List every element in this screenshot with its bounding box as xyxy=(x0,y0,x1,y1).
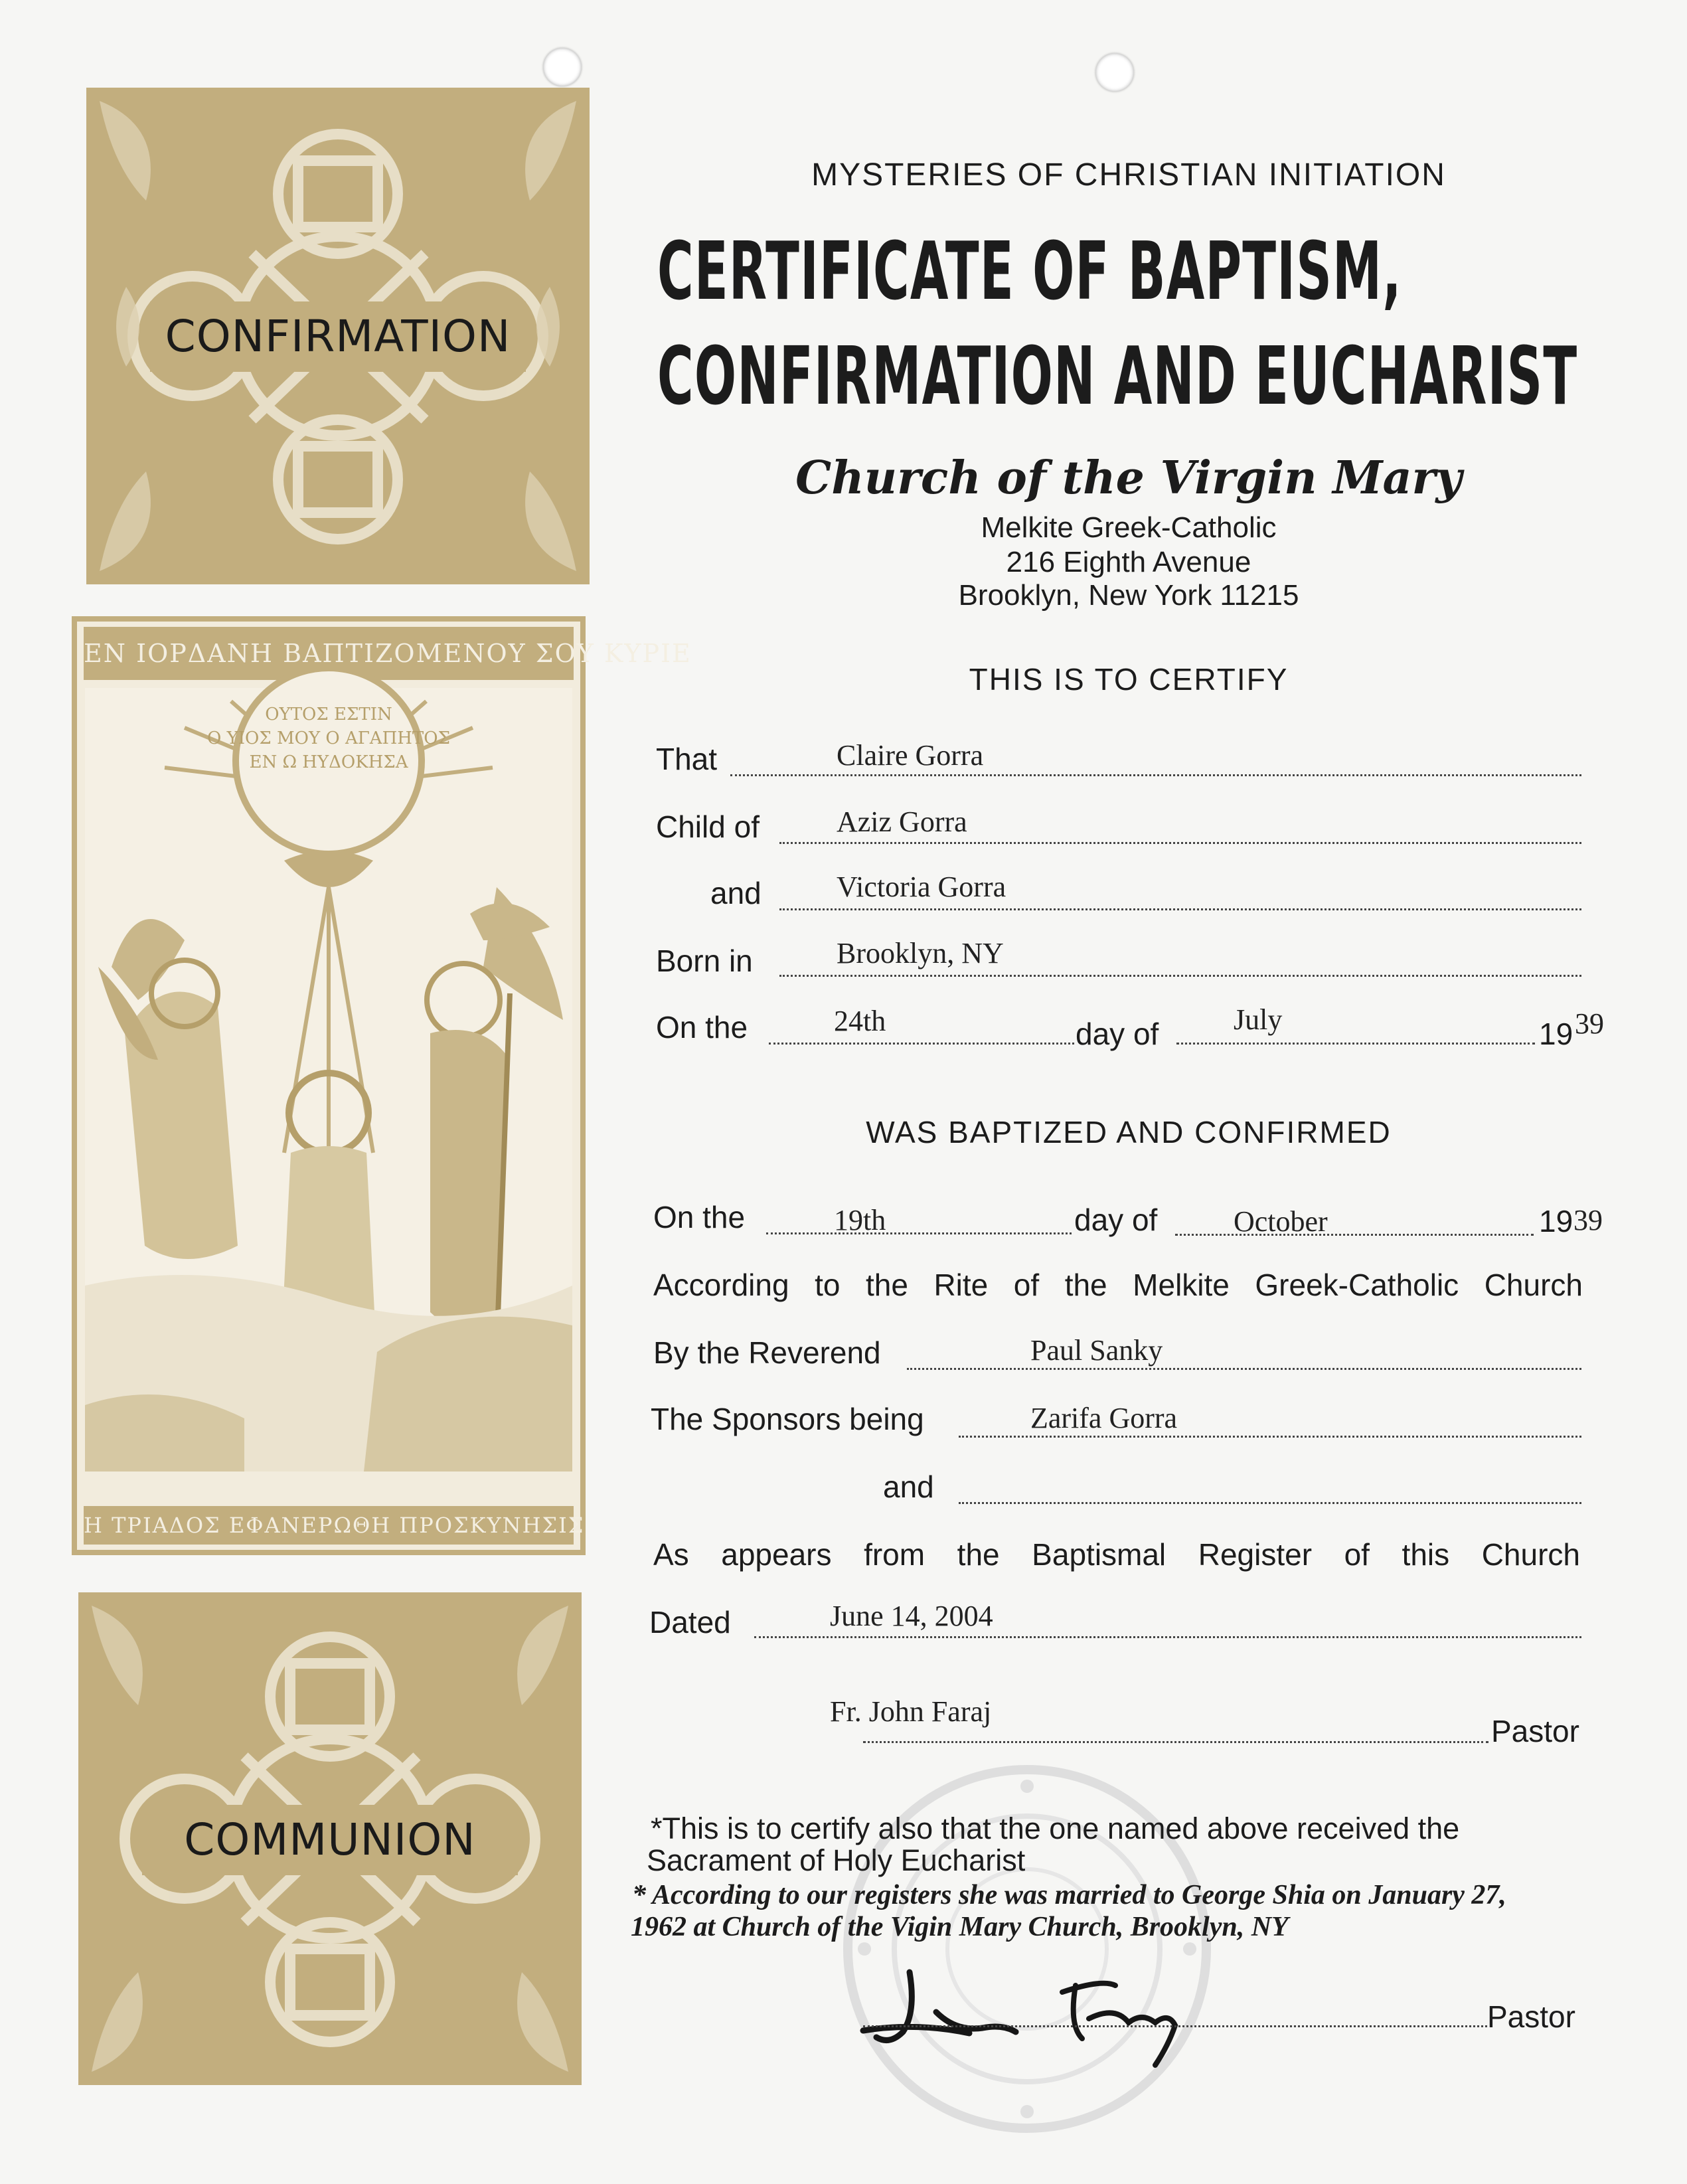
pastor-signature xyxy=(863,1959,1208,2072)
birth-day-line xyxy=(769,1043,1074,1045)
father-line xyxy=(779,842,1581,844)
register-line: As appears from the Baptismal Register of this Church xyxy=(653,1537,1580,1572)
circle-inscription-2: Ο ΥΙΟΣ ΜΟΥ Ο ΑΓΑΠΗΤΟΣ xyxy=(207,728,450,748)
city-address: Brooklyn, New York 11215 xyxy=(958,579,1299,612)
born-in-label: Born in xyxy=(656,944,753,978)
eucharist-line-2: Sacrament of Holy Eucharist xyxy=(647,1843,1026,1877)
title-line-2: CONFIRMATION AND EUCHARIST xyxy=(657,331,1578,423)
pastor-name-value: Fr. John Faraj xyxy=(830,1695,992,1728)
born-in-value: Brooklyn, NY xyxy=(837,937,1004,969)
dated-label: Dated xyxy=(649,1605,731,1639)
mother-value: Victoria Gorra xyxy=(837,871,1006,903)
that-value: Claire Gorra xyxy=(837,739,984,772)
signature-line xyxy=(863,2025,1487,2027)
pastor-line xyxy=(863,1741,1488,1743)
punch-hole-right xyxy=(1095,53,1134,92)
reverend-label: By the Reverend xyxy=(653,1335,881,1370)
signature-pastor-label: Pastor xyxy=(1487,1999,1575,2034)
baptism-month-value: October xyxy=(1234,1205,1328,1238)
street-address: 216 Eighth Avenue xyxy=(1006,546,1251,578)
birth-month-line xyxy=(1176,1043,1535,1045)
birth-day-of-label: day of xyxy=(1076,1017,1159,1051)
baptism-year-prefix: 19 xyxy=(1539,1204,1573,1238)
birth-day-value: 24th xyxy=(834,1005,886,1037)
child-of-label: Child of xyxy=(656,809,760,844)
reverend-value: Paul Sanky xyxy=(1030,1334,1163,1367)
certify-heading: THIS IS TO CERTIFY xyxy=(969,662,1289,697)
sponsor2-line xyxy=(959,1502,1581,1504)
marriage-note-line-1: * According to our registers she was married to George Shia on January 27, xyxy=(632,1880,1506,1910)
marriage-note-line-2: 1962 at Church of the Vigin Mary Church, Brooklyn, NY xyxy=(631,1912,1289,1942)
eucharist-line-1: *This is to certify also that the one named above received the xyxy=(651,1811,1460,1845)
mother-and-label: and xyxy=(710,876,762,910)
rite-name: Melkite Greek-Catholic xyxy=(981,511,1277,544)
sponsor-and-label: and xyxy=(883,1470,934,1504)
pastor-label: Pastor xyxy=(1491,1714,1579,1748)
that-label: That xyxy=(656,742,718,776)
baptism-day-value: 19th xyxy=(834,1204,886,1236)
bottom-inscription: Η ΤΡΙΑΔΟΣ ΕΦΑΝΕΡΩΘΗ ΠΡΟΣΚΥΝΗΣΙΣ xyxy=(84,1513,585,1538)
communion-panel xyxy=(78,1592,582,2085)
circle-inscription-1: ΟΥΤΟΣ ΕΣΤΙΝ xyxy=(265,705,392,724)
rite-line: According to the Rite of the Melkite Greek-Catholic Church xyxy=(653,1268,1583,1302)
baptism-on-the-label: On the xyxy=(653,1200,746,1234)
communion-label: COMMUNION xyxy=(142,1805,518,1875)
birth-year-prefix: 19 xyxy=(1539,1017,1573,1051)
punch-hole-left xyxy=(543,48,582,86)
birth-month-value: July xyxy=(1234,1003,1283,1036)
dated-line xyxy=(754,1636,1581,1638)
top-inscription: ΕΝ ΙΟΡΔΑΝΗ ΒΑΠΤΙΖΟΜΕΝΟΥ ΣΟΥ ΚΥΡΙΕ xyxy=(84,639,692,668)
bottom-inscription-band xyxy=(84,1506,585,1545)
subtitle: MYSTERIES OF CHRISTIAN INITIATION xyxy=(811,157,1446,193)
baptism-day-line xyxy=(766,1232,1072,1234)
born-in-line xyxy=(779,975,1581,977)
baptism-day-of-label: day of xyxy=(1074,1203,1158,1237)
that-line xyxy=(730,774,1581,776)
baptized-heading: WAS BAPTIZED AND CONFIRMED xyxy=(866,1115,1392,1149)
confirmation-label: CONFIRMATION xyxy=(150,301,526,372)
title-line-1: CERTIFICATE OF BAPTISM, xyxy=(657,226,1402,318)
baptism-month-line xyxy=(1175,1234,1534,1236)
baptism-year-suffix: 39 xyxy=(1573,1204,1603,1236)
birth-on-the-label: On the xyxy=(656,1010,748,1045)
dated-value: June 14, 2004 xyxy=(830,1600,993,1632)
baptism-of-christ-illustration xyxy=(85,688,572,1471)
reverend-line xyxy=(907,1368,1581,1370)
sponsor1-line xyxy=(959,1436,1581,1438)
circle-inscription-3: ΕΝ Ω ΗΥΔΟΚΗΣΑ xyxy=(249,752,408,772)
church-name: Church of the Virgin Mary xyxy=(795,452,1462,505)
birth-year-suffix: 39 xyxy=(1575,1007,1604,1040)
confirmation-panel xyxy=(86,88,590,584)
mother-line xyxy=(779,908,1581,910)
sponsors-label: The Sponsors being xyxy=(651,1402,924,1436)
sponsor1-value: Zarifa Gorra xyxy=(1030,1402,1178,1434)
father-value: Aziz Gorra xyxy=(837,805,967,838)
